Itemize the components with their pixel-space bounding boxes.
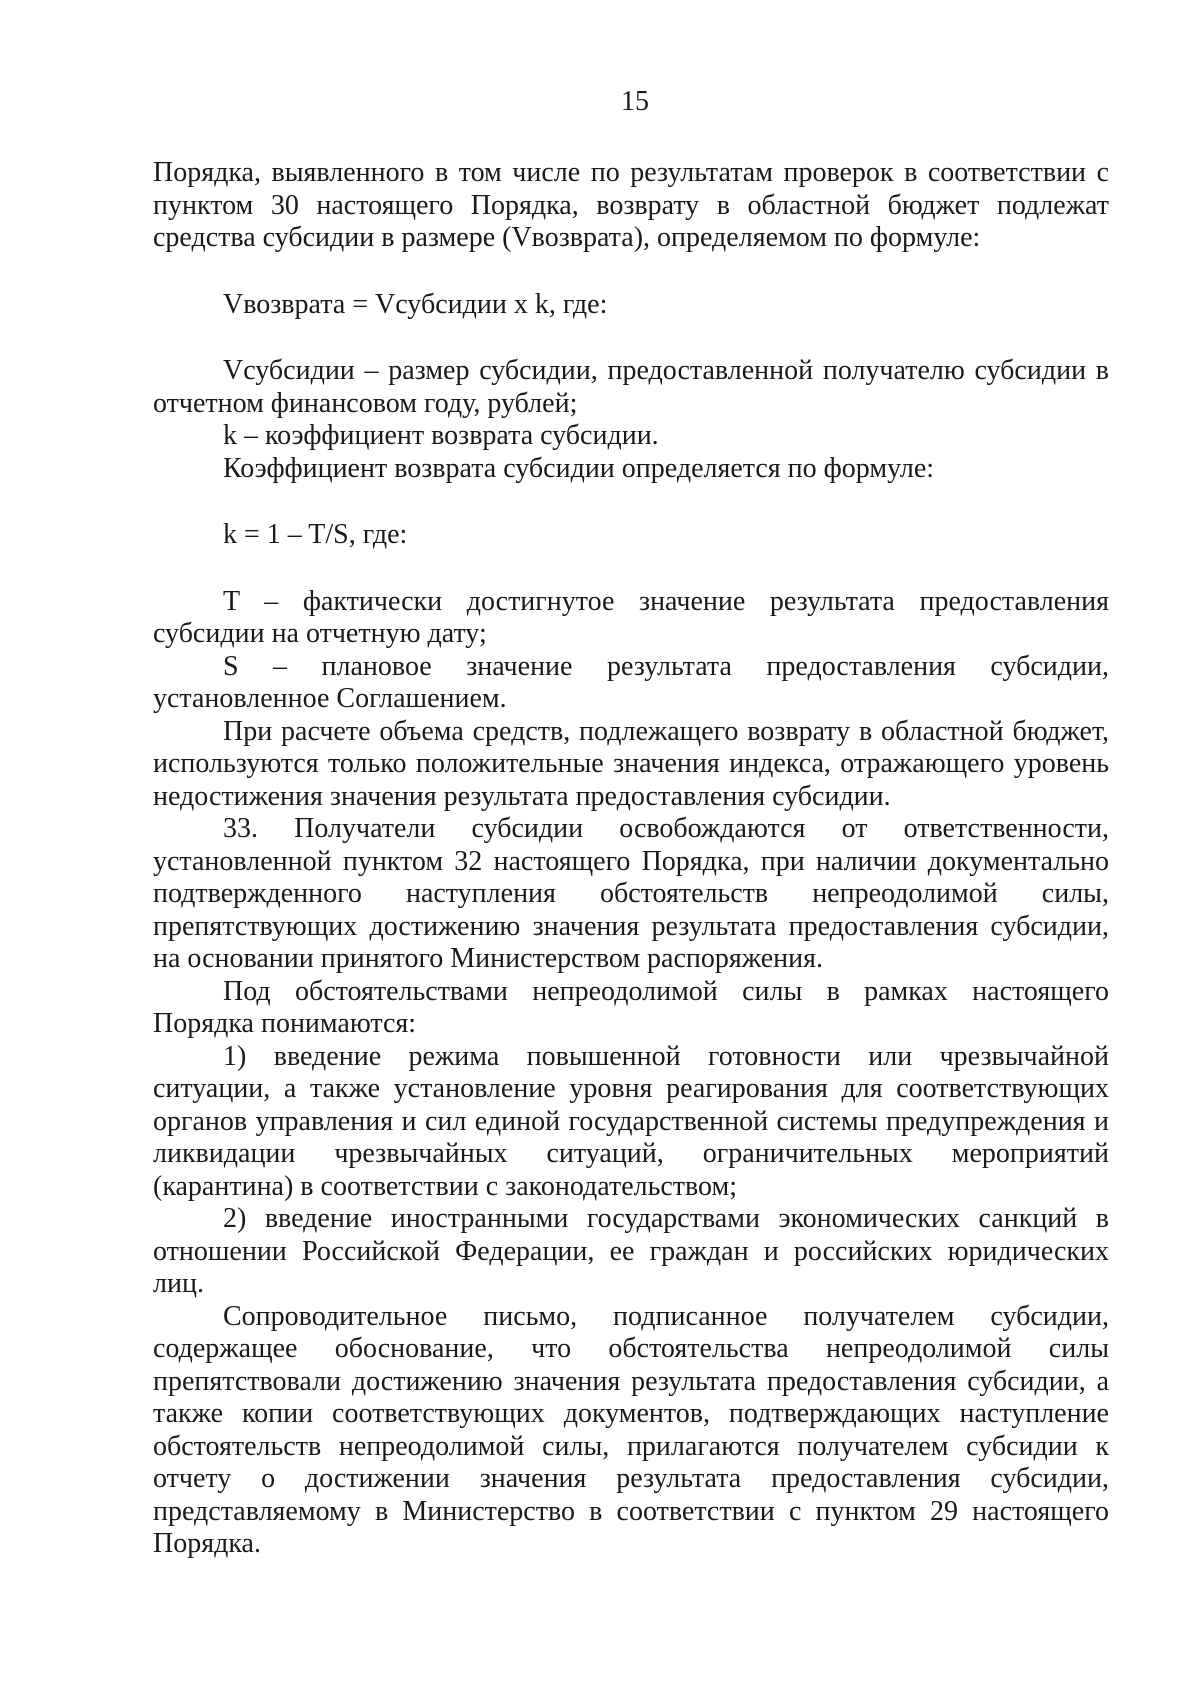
definition-vsubsidy: Vсубсидии – размер субсидии, предоставленной получателю субсидии в отчетном финансовом году, рублей; [153,355,1116,419]
paragraph-calculation-note: При расчете объема средств, подлежащего возврату в областной бюджет, используются только положительные значения индекса, отражающего уровень недостижения значения результата предоставления субсидии. [153,715,1116,812]
definition-s: S – плановое значение результата предоставления субсидии, установленное Соглашением. [153,650,1116,714]
spacer [153,552,1109,586]
definition-t: T – фактически достигнутое значение результата предоставления субсидии на отчетную дату; [153,585,1116,649]
formula-return-amount: Vвозврата = Vсубсидии x k, где: [223,288,608,320]
paragraph-coefficient-intro: Коэффициент возврата субсидии определяется по формуле: [223,452,935,484]
spacer [153,255,1109,289]
list-item-force-majeure-2: 2) введение иностранными государствами экономических санкций в отношении Российской Федерации, ее граждан и российских юридических лиц. [153,1203,1116,1299]
paragraph-item-33: 33. Получатели субсидии освобождаются от ответственности, установленной пунктом 32 настоящего Порядка, при наличии документально подтвержденного наступления обстоятельств непреодолимой силы, препятствующих достижению значения результата предоставления субсидии, на основании принятого Министерством распоряжения. [153,813,1116,974]
paragraph-force-majeure-intro: Под обстоятельствами непреодолимой силы в рамках настоящего Порядка понимаются: [153,975,1116,1039]
paragraph-cover-letter: Сопроводительное письмо, подписанное получателем субсидии, содержащее обоснование, что обстоятельства непреодолимой силы препятствовали достижению значения результата предоставления субсидии, а также копии соответствующих документов, подтверждающих наступление обстоятельств непреодолимой силы, прилагаются получателем субсидии к отчету о достижении значения результата предоставления субсидии, представляемому в Министерство в соответствии с пунктом 29 настоящего Порядка. [153,1300,1116,1559]
page-number: 15 [621,86,649,117]
spacer [153,321,1109,355]
list-item-force-majeure-1: 1) введение режима повышенной готовности или чрезвычайной ситуации, а также установление уровня реагирования для соответствующих органов управления и сил единой государственной системы предупреждения и ликвидации чрезвычайных ситуаций, ограничительных мероприятий (карантина) в соответствии с законодательством; [153,1040,1116,1202]
document-body [153,157,1116,1561]
spacer [153,485,1109,519]
formula-coefficient: k = 1 – T/S, где: [223,519,408,550]
paragraph-intro: Порядка, выявленного в том числе по результатам проверок в соответствии с пунктом 30 настоящего Порядка, возврату в областной бюджет подлежат средства субсидии в размере (Vвозврата), определяемом по формуле: [153,157,1116,253]
definition-k: k – коэффициент возврата субсидии. [223,420,659,451]
